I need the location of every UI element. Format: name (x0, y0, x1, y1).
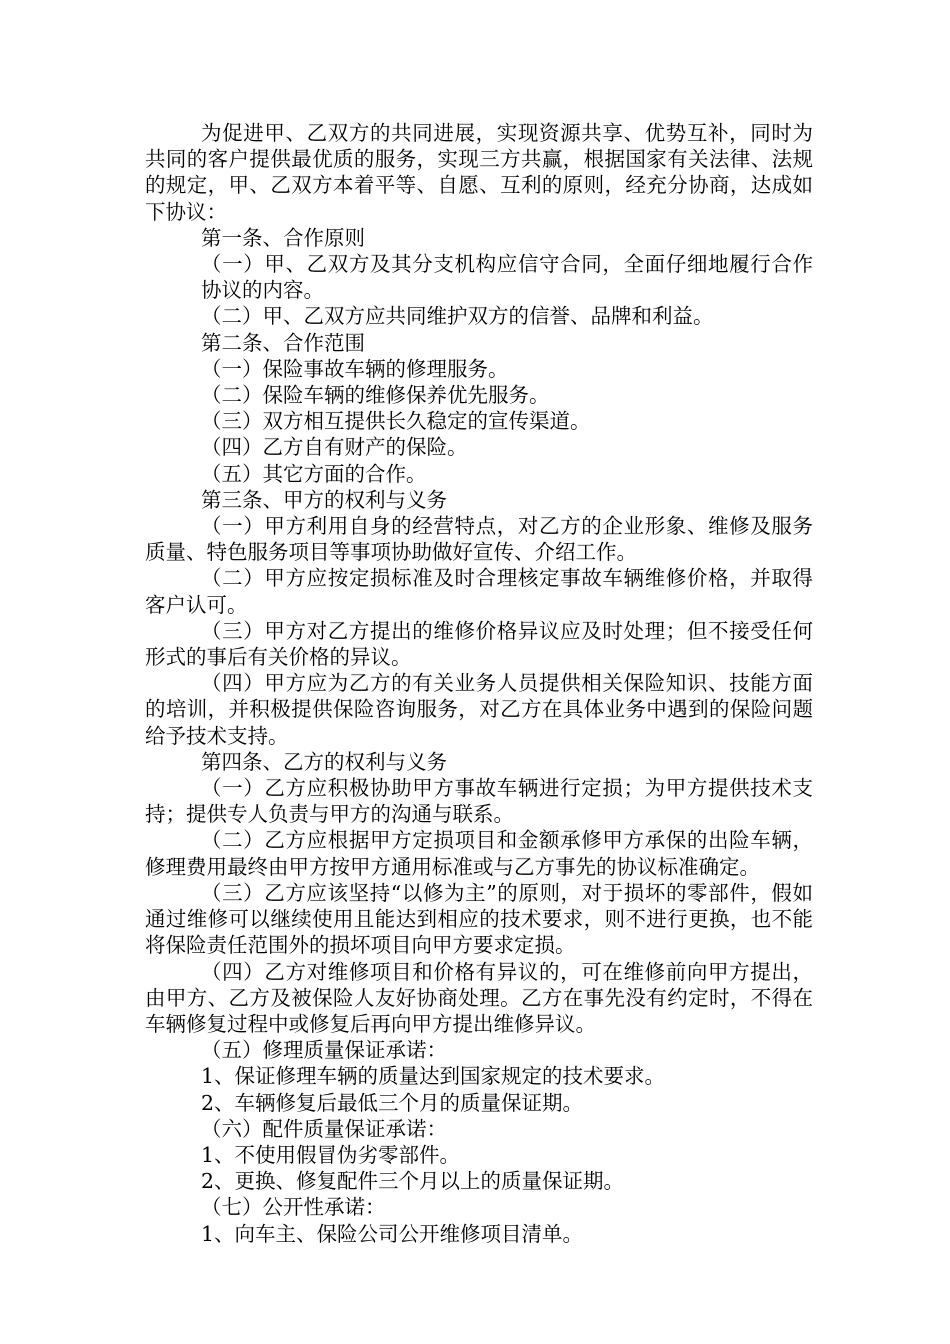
paragraph: （三）甲方对乙方提出的维修价格异议应及时处理；但不接受任何形式的事后有关价格的异议。 (145, 618, 813, 670)
paragraph: 2、更换、修复配件三个月以上的质量保证期。 (201, 1169, 625, 1194)
paragraph: （一）保险事故车辆的修理服务。 (201, 356, 509, 381)
paragraph: （一）甲、乙双方及其分支机构应信守合同，全面仔细地履行合作协议的内容。 (201, 252, 813, 303)
paragraph: （七）公开性承诺： (201, 1195, 386, 1220)
paragraph: （五）修理质量保证承诺： (201, 1038, 447, 1063)
paragraph: （六）配件质量保证承诺： (201, 1116, 447, 1141)
paragraph: 第四条、乙方的权利与义务 (201, 749, 447, 774)
paragraph: （一）甲方利用自身的经营特点，对乙方的企业形象、维修及服务质量、特色服务项目等事项协助做好宣传、介绍工作。 (145, 514, 813, 565)
paragraph: 为促进甲、乙双方的共同进展，实现资源共享、优势互补，同时为共同的客户提供最优质的服务，实现三方共赢，根据国家有关法律、法规的规定，甲、乙双方本着平等、自愿、互利的原则，经充分协商，达成如下协议： (145, 121, 813, 224)
paragraph: （二）保险车辆的维修保养优先服务。 (201, 383, 550, 408)
paragraph: 2、车辆修复后最低三个月的质量保证期。 (201, 1090, 584, 1115)
paragraph: （三）双方相互提供长久稳定的宣传渠道。 (201, 409, 591, 434)
paragraph: 1、保证修理车辆的质量达到国家规定的技术要求。 (201, 1064, 666, 1089)
paragraph: 第三条、甲方的权利与义务 (201, 487, 447, 512)
paragraph: 1、向车主、保险公司公开维修项目清单。 (201, 1221, 584, 1246)
paragraph: 第二条、合作范围 (201, 330, 365, 355)
document-body (145, 120, 813, 1247)
paragraph: （一）乙方应积极协助甲方事故车辆进行定损；为甲方提供技术支持；提供专人负责与甲方的沟通与联系。 (145, 776, 813, 827)
paragraph: （二）甲方应按定损标准及时合理核定事故车辆维修价格，并取得客户认可。 (145, 566, 813, 617)
paragraph: （四）乙方自有财产的保险。 (201, 435, 468, 460)
paragraph: （四）乙方对维修项目和价格有异议的，可在维修前向甲方提出，由甲方、乙方及被保险人友好协商处理。乙方在事先没有约定时，不得在车辆修复过程中或修复后再向甲方提出维修异议。 (145, 959, 813, 1036)
paragraph: （二）甲、乙双方应共同维护双方的信誉、品牌和利益。 (201, 304, 714, 329)
paragraph: （四）甲方应为乙方的有关业务人员提供相关保险知识、技能方面的培训，并积极提供保险咨询服务，对乙方在具体业务中遇到的保险问题给予技术支持。 (145, 671, 813, 748)
paragraph: （五）其它方面的合作。 (201, 461, 427, 486)
paragraph: 第一条、合作原则 (201, 225, 365, 250)
paragraph: 1、不使用假冒伪劣零部件。 (201, 1142, 461, 1167)
paragraph: （三）乙方应该坚持“以修为主”的原则，对于损坏的零部件，假如通过维修可以继续使用且能达到相应的技术要求，则不进行更换，也不能将保险责任范围外的损坏项目向甲方要求定损。 (145, 880, 813, 958)
paragraph: （二）乙方应根据甲方定损项目和金额承修甲方承保的出险车辆，修理费用最终由甲方按甲方通用标准或与乙方事先的协议标准确定。 (145, 828, 813, 879)
